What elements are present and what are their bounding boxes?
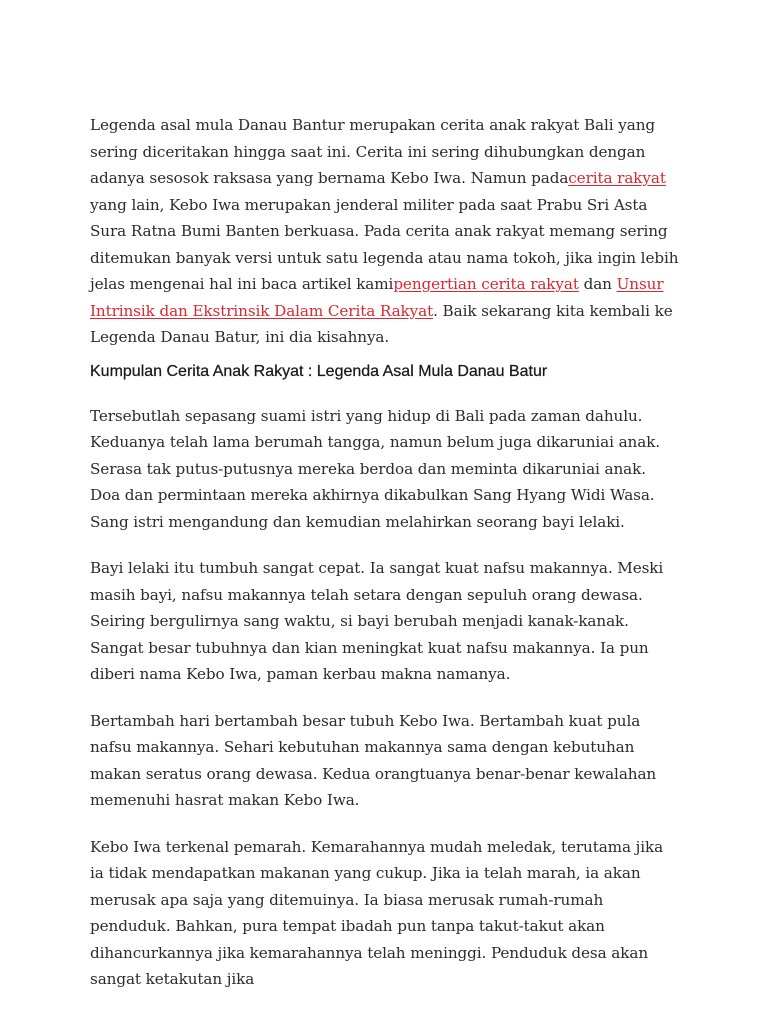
section-heading: Kumpulan Cerita Anak Rakyat : Legenda Asal Mula Danau Batur — [90, 362, 548, 380]
document-page — [90, 112, 680, 1013]
intro-text-4: . Baik sekarang kita kembali ke Legenda Danau Batur, ini dia kisahnya. — [90, 301, 673, 346]
link-cerita-rakyat[interactable]: cerita rakyat — [568, 169, 666, 187]
intro-text-1: Legenda asal mula Danau Bantur merupakan cerita anak rakyat Bali yang sering diceritakan hingga saat ini. Cerita ini sering dihubungkan dengan adanya sesosok raksasa yang bernama Kebo Iwa. Namun pada — [90, 116, 655, 187]
story-paragraph-3: Bertambah hari bertambah besar tubuh Kebo Iwa. Bertambah kuat pula nafsu makannya. Sehari kebutuhan makannya sama dengan kebutuhan makan seratus orang dewasa. Kedua orangtuanya benar-benar kewalahan memenuhi hasrat makan Kebo Iwa. — [90, 711, 657, 809]
story-paragraph-1: Tersebutlah sepasang suami istri yang hidup di Bali pada zaman dahulu. Keduanya telah lama berumah tangga, namun belum juga dikaruniai anak. Serasa tak putus-putusnya mereka berdoa dan meminta dikaruniai anak. Doa dan permintaan mereka akhirnya dikabulkan Sang Hyang Widi Wasa. Sang istri mengandung dan kemudian melahirkan seorang bayi lelaki. — [90, 406, 661, 531]
story-paragraph-4: Kebo Iwa terkenal pemarah. Kemarahannya mudah meledak, terutama jika ia tidak mendapatkan makanan yang cukup. Jika ia telah marah, ia akan merusak apa saja yang ditemuinya. Ia biasa merusak rumah-rumah penduduk. Bahkan, pura tempat ibadah pun tanpa takut-takut akan dihancurkannya jika kemarahannya telah meninggi. Penduduk desa akan sangat ketakutan jika — [90, 837, 664, 988]
intro-paragraph — [90, 112, 680, 351]
intro-text-3: dan — [578, 275, 617, 293]
link-pengertian-cerita-rakyat[interactable]: pengertian cerita rakyat — [393, 275, 579, 293]
story-paragraph-2: Bayi lelaki itu tumbuh sangat cepat. Ia sangat kuat nafsu makannya. Meski masih bayi, nafsu makannya telah setara dengan sepuluh orang dewasa. Seiring bergulirnya sang waktu, si bayi berubah menjadi kanak-kanak. Sangat besar tubuhnya dan kian meningkat kuat nafsu makannya. Ia pun diberi nama Kebo Iwa, paman kerbau makna namanya. — [90, 559, 664, 683]
intro-text-2: yang lain, Kebo Iwa merupakan jenderal militer pada saat Prabu Sri Asta Sura Ratna Bumi Banten berkuasa. Pada cerita anak rakyat memang sering ditemukan banyak versi untuk satu legenda atau nama tokoh, jika ingin lebih jelas mengenai hal ini baca artikel kami — [90, 195, 679, 293]
link-unsur-intrinsik-ekstrinsik[interactable]: Unsur Intrinsik dan Ekstrinsik Dalam Cerita Rakyat — [90, 275, 664, 320]
